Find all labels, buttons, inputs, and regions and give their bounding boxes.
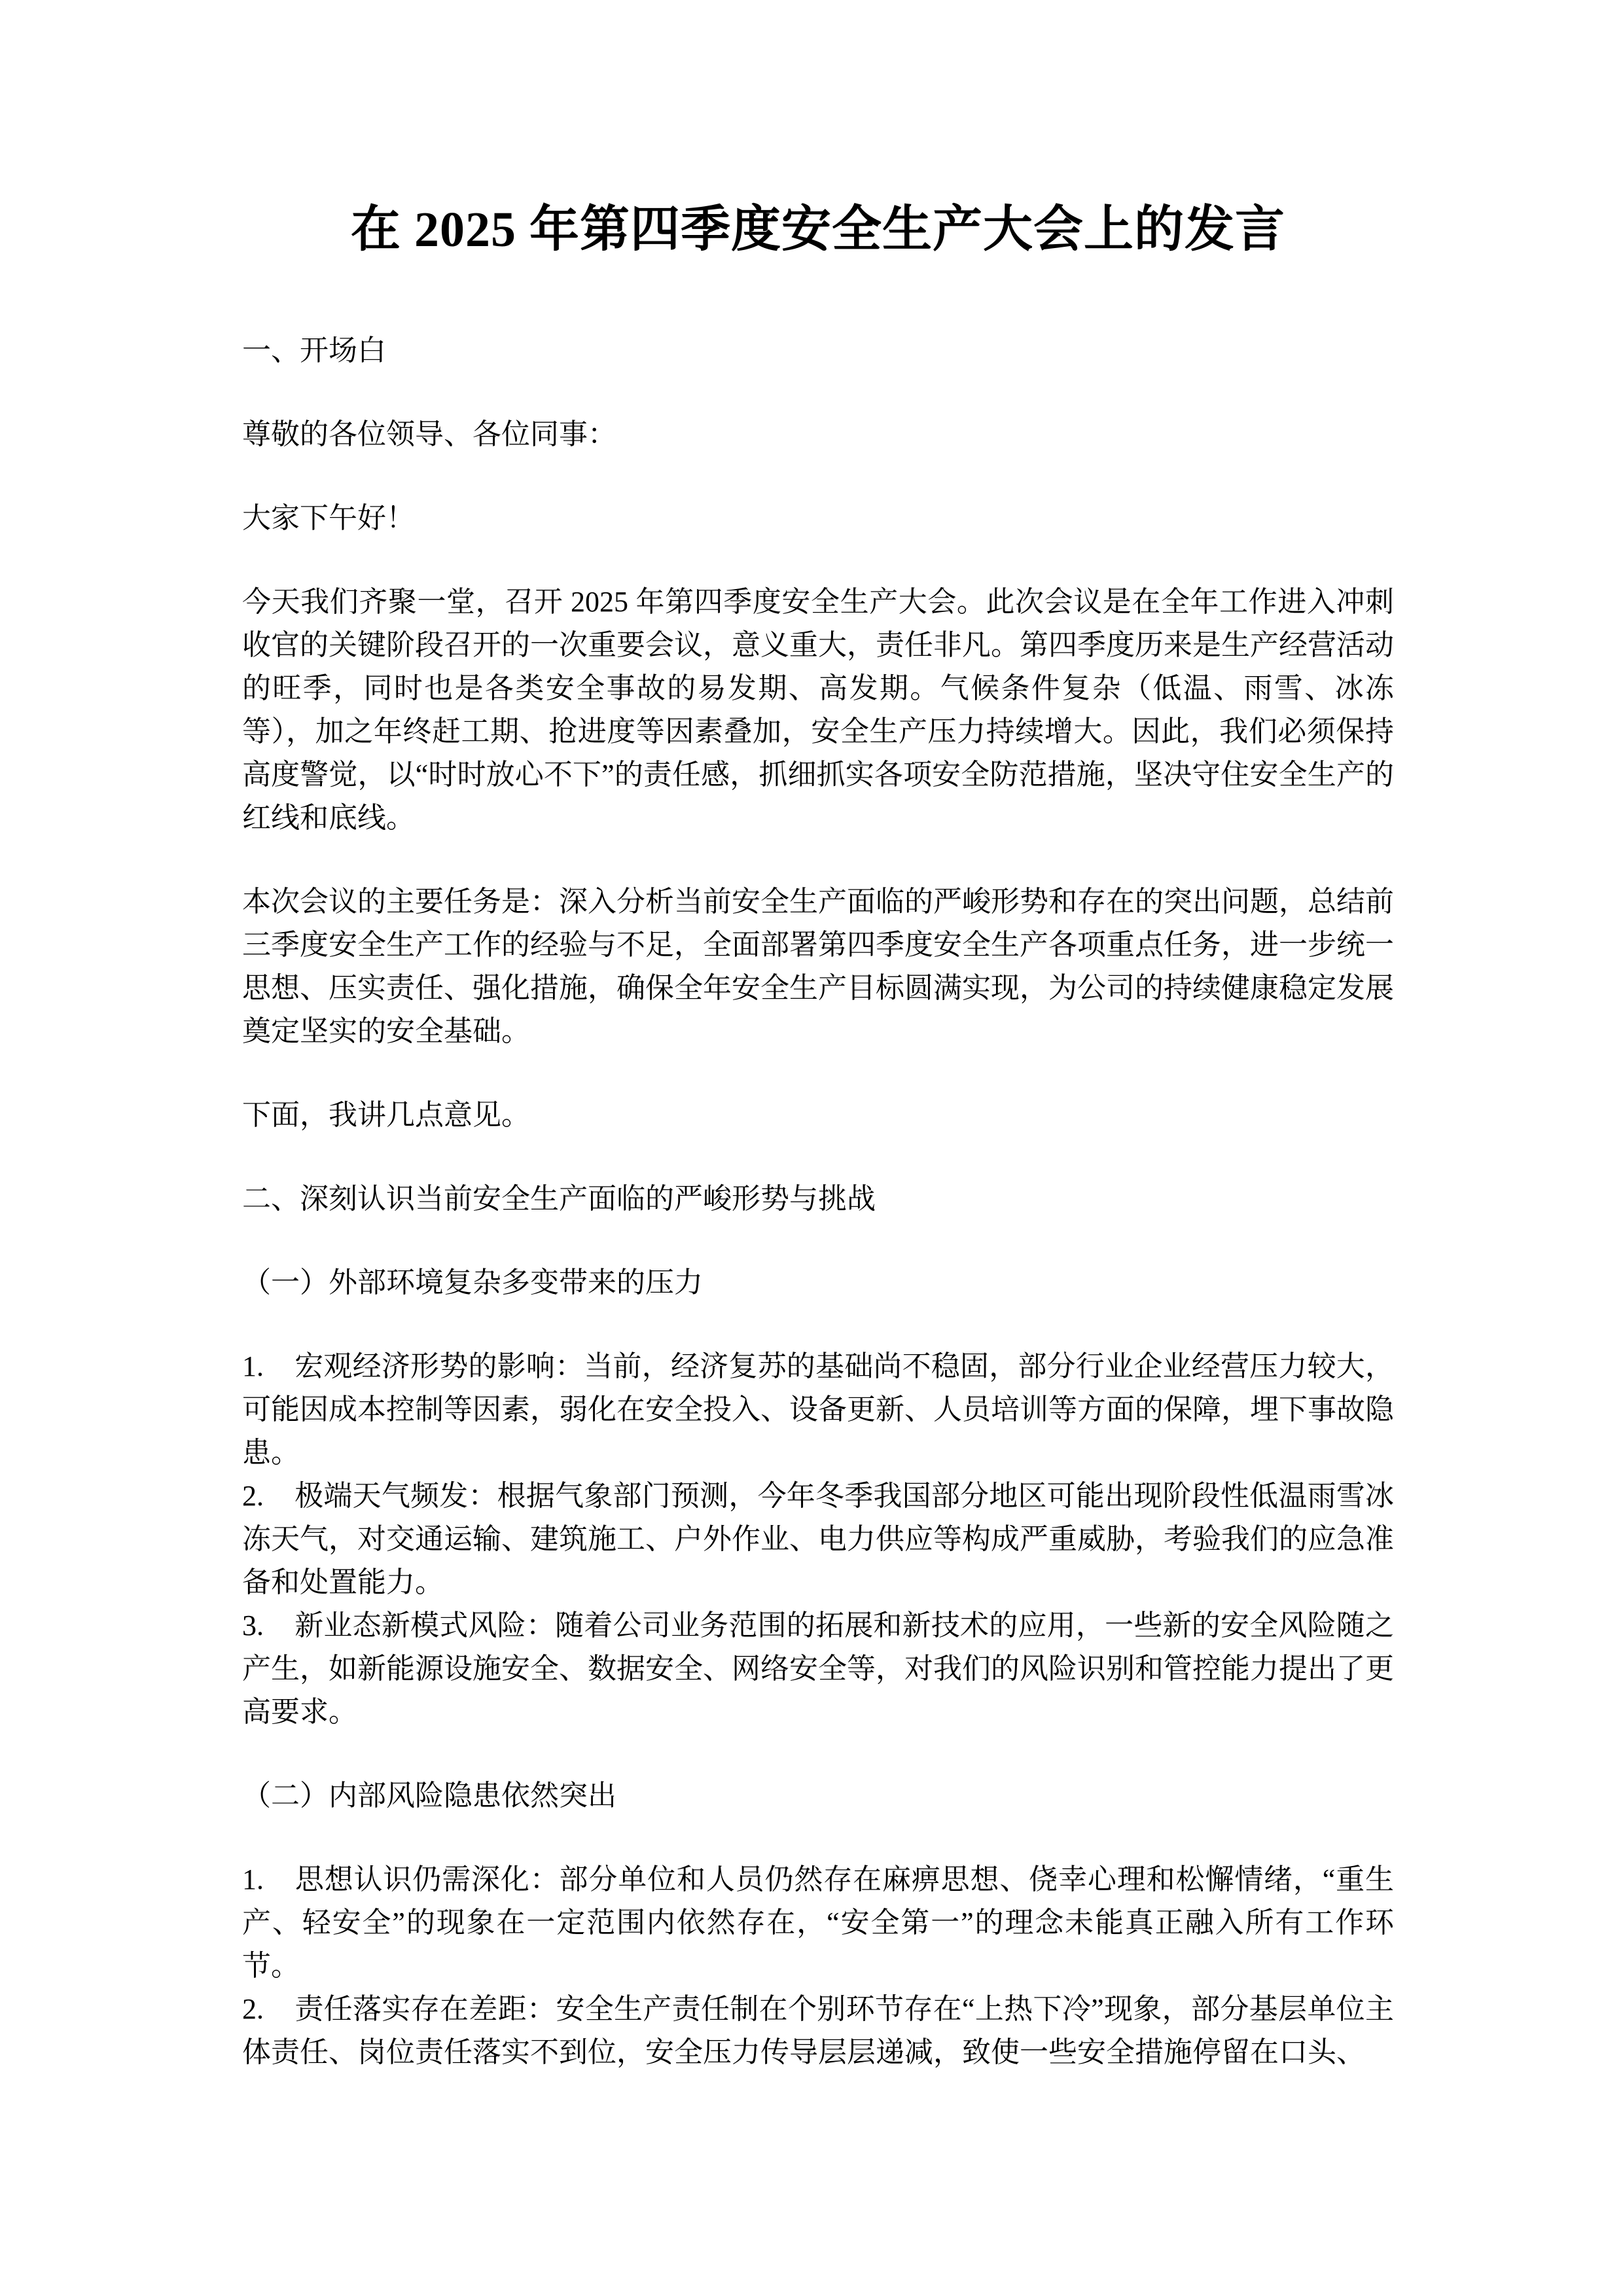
section-heading-two: 二、深刻认识当前安全生产面临的严峻形势与挑战 — [242, 1183, 876, 1215]
subsection-heading-internal: （二）内部风险隐患依然突出 — [242, 1780, 616, 1812]
numbered-list-external-risks — [242, 1345, 1394, 1734]
numbered-item — [242, 1475, 1394, 1604]
section-heading-opening: 一、开场白 — [242, 334, 386, 367]
numbered-list-internal-risks — [242, 1858, 1394, 2074]
item-text: 宏观经济形势的影响：当前，经济复苏的基础尚不稳固，部分行业企业经营压力较大，可能因成本控制等因素，弱化在安全投入、设备更新、人员培训等方面的保障，埋下事故隐患。 — [242, 1350, 1394, 1469]
numbered-item — [242, 1988, 1394, 2074]
numbered-item — [242, 1604, 1394, 1734]
paragraph-transition: 下面，我讲几点意见。 — [242, 1099, 530, 1131]
item-text: 新业态新模式风险：随着公司业务范围的拓展和新技术的应用，一些新的安全风险随之产生，如新能源设施安全、数据安全、网络安全等，对我们的风险识别和管控能力提出了更高要求。 — [242, 1609, 1394, 1728]
subsection-heading-external: （一）外部环境复杂多变带来的压力 — [242, 1266, 703, 1299]
item-number: 3. — [242, 1609, 264, 1641]
page-title: 在 2025 年第四季度安全生产大会上的发言 — [351, 202, 1285, 257]
item-number: 2. — [242, 1480, 264, 1512]
item-text: 极端天气频发：根据气象部门预测，今年冬季我国部分地区可能出现阶段性低温雨雪冰冻天气，对交通运输、建筑施工、户外作业、电力供应等构成严重威胁，考验我们的应急准备和处置能力。 — [242, 1480, 1394, 1598]
item-text: 责任落实存在差距：安全生产责任制在个别环节存在“上热下冷”现象，部分基层单位主体责任、岗位责任落实不到位，安全压力传导层层递减，致使一些安全措施停留在口头、 — [242, 1993, 1394, 2068]
numbered-item — [242, 1858, 1394, 1988]
paragraph-meeting-context: 今天我们齐聚一堂，召开 2025 年第四季度安全生产大会。此次会议是在全年工作进入冲刺收官的关键阶段召开的一次重要会议，意义重大，责任非凡。第四季度历来是生产经营活动的旺季，同时也是各类安全事故的易发期、高发期。气候条件复杂（低温、雨雪、冰冻等），加之年终赶工期、抢进度等因素叠加，安全生产压力持续增大。因此，我们必须保持高度警觉，以“时时放心不下”的责任感，抓细抓实各项安全防范措施，坚决守住安全生产的红线和底线。 — [242, 586, 1394, 834]
greeting-line: 大家下午好！ — [242, 502, 415, 534]
item-number: 2. — [242, 1993, 264, 2025]
item-text: 思想认识仍需深化：部分单位和人员仍然存在麻痹思想、侥幸心理和松懈情绪，“重生产、轻安全”的现象在一定范围内依然存在，“安全第一”的理念未能真正融入所有工作环节。 — [242, 1863, 1394, 1982]
numbered-item — [242, 1345, 1394, 1475]
item-number: 1. — [242, 1350, 264, 1382]
paragraph-meeting-tasks: 本次会议的主要任务是：深入分析当前安全生产面临的严峻形势和存在的突出问题，总结前三季度安全生产工作的经验与不足，全面部署第四季度安全生产各项重点任务，进一步统一思想、压实责任、强化措施，确保全年安全生产目标圆满实现，为公司的持续健康稳定发展奠定坚实的安全基础。 — [242, 886, 1394, 1047]
salutation-line: 尊敬的各位领导、各位同事： — [242, 418, 616, 450]
item-number: 1. — [242, 1863, 264, 1895]
